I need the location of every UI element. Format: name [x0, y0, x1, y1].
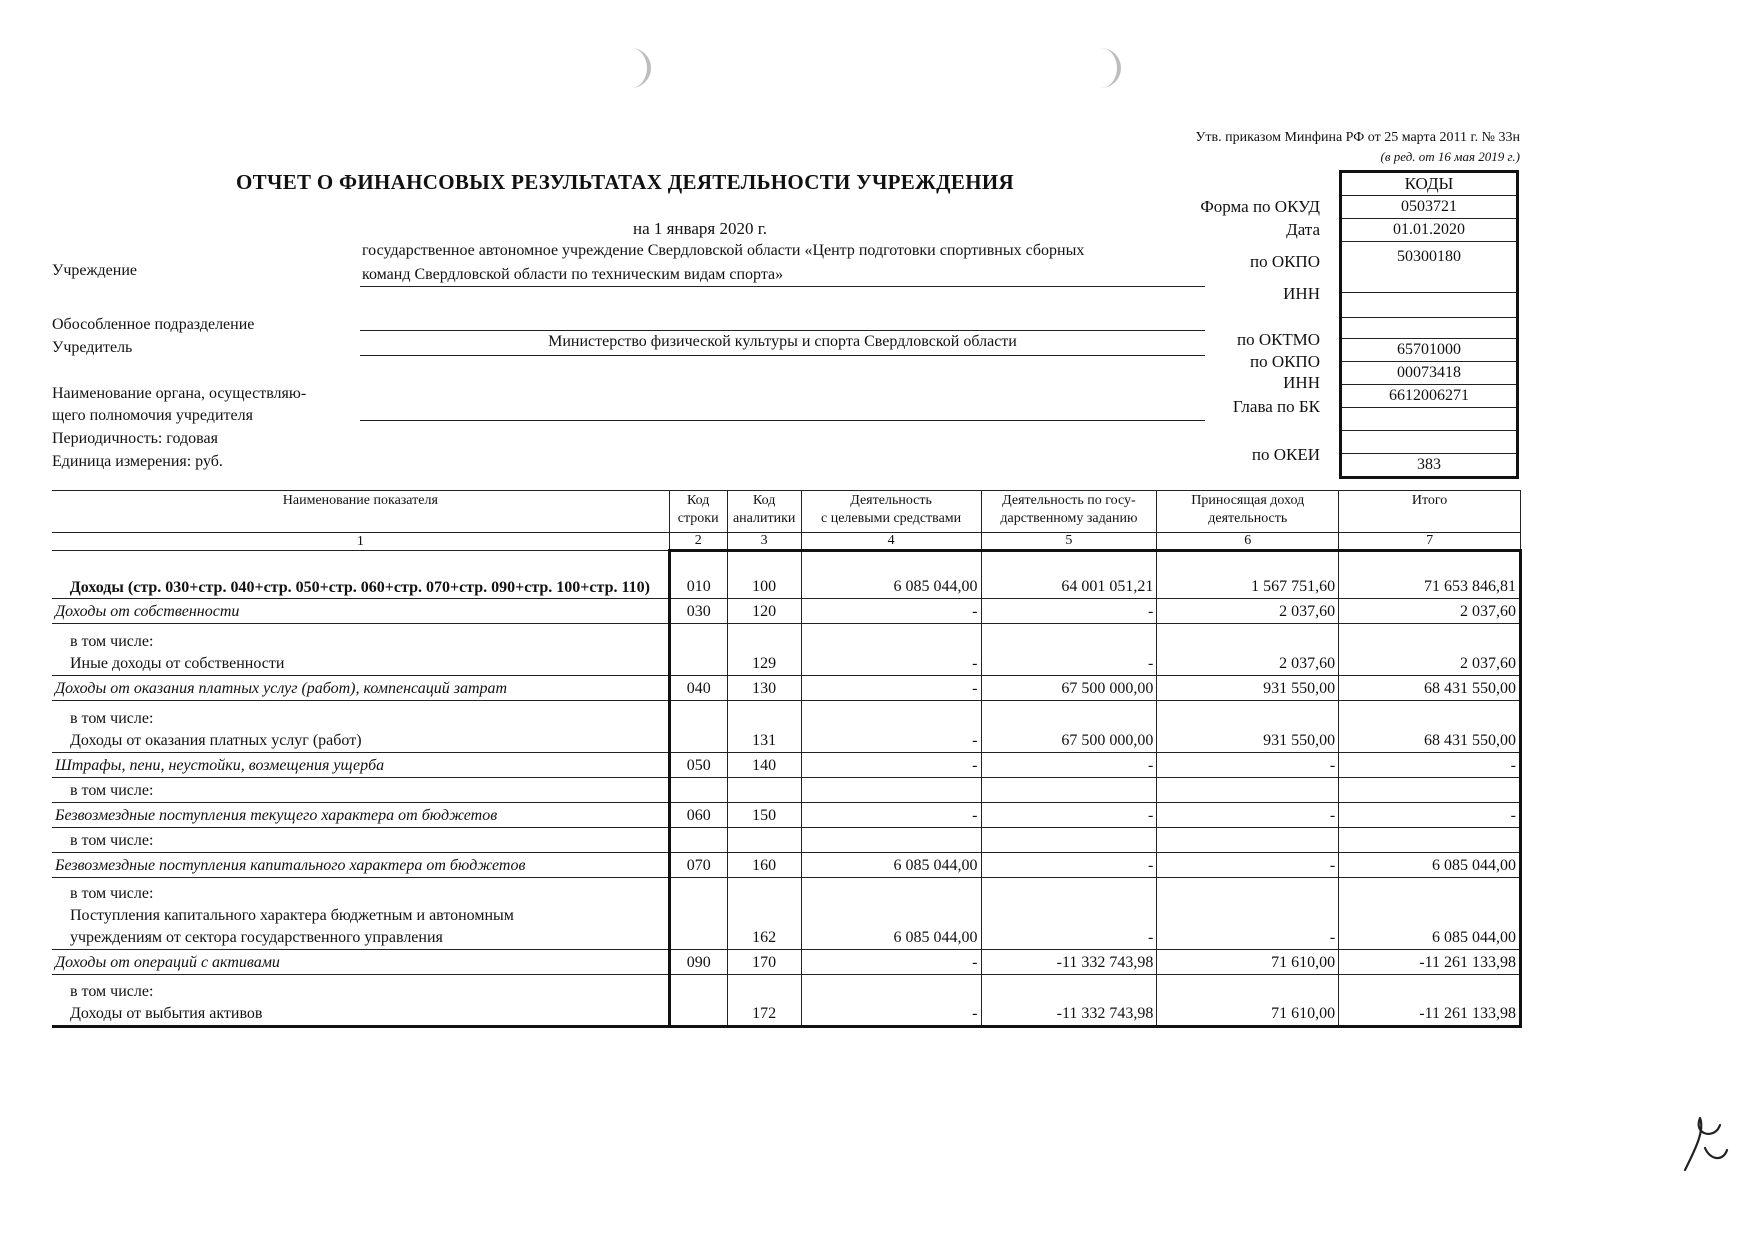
incl-label: в том числе: — [70, 983, 154, 1000]
row-030a-c6: 2 037,60 — [1157, 624, 1339, 676]
handwritten-signature — [1675, 1110, 1735, 1180]
row-090a-c7: -11 261 133,98 — [1339, 975, 1521, 1027]
colnum-4: 4 — [801, 533, 981, 551]
row-050-c4: - — [801, 753, 981, 778]
row-040a-c6: 931 550,00 — [1157, 701, 1339, 753]
periodicity-label: Периодичность: годовая — [52, 430, 218, 447]
code-label-okpo: по ОКПО — [1249, 252, 1320, 271]
row-030a-c5: - — [981, 624, 1157, 676]
colnum-7: 7 — [1339, 533, 1521, 551]
col-header-code-an — [727, 491, 801, 533]
row-090a-c5: -11 332 743,98 — [981, 975, 1157, 1027]
unit-label: Единица измерения: руб. — [52, 453, 223, 470]
table-header-row — [52, 491, 1521, 533]
code-okei: 383 — [1417, 456, 1441, 473]
row-050-incl-c5 — [981, 778, 1157, 803]
row-010-c5: 64 001 051,21 — [981, 551, 1157, 599]
table-row — [52, 676, 1521, 701]
col-header-income — [1157, 491, 1339, 533]
row-070-c4: 6 085 044,00 — [801, 853, 981, 878]
col-header-target-2: с целевыми средствами — [820, 511, 962, 526]
row-060-incl: в том числе: — [52, 828, 669, 853]
row-090-name: Доходы от операций с активами — [52, 950, 669, 975]
founder-underline — [360, 355, 1205, 356]
code-label-oktmo: по ОКТМО — [1236, 330, 1320, 349]
row-060-c7: - — [1339, 803, 1521, 828]
codes-header: КОДЫ — [1342, 173, 1516, 196]
institution-underline — [360, 286, 1205, 287]
row-030-code: 030 — [669, 599, 727, 624]
table-row — [52, 828, 1521, 853]
code-okpo: 50300180 — [1342, 242, 1516, 293]
col-header-target-1: Деятельность — [850, 493, 932, 508]
table-row — [52, 701, 1521, 753]
authority-label-line-1: Наименование органа, осуществляю- — [52, 385, 307, 402]
row-030a-c4: - — [801, 624, 981, 676]
col-header-code-an-2: аналитики — [732, 511, 796, 526]
row-010-c7: 71 653 846,81 — [1339, 551, 1521, 599]
founder-label: Учредитель — [52, 339, 133, 356]
row-060-incl-c4 — [801, 828, 981, 853]
row-040-an: 130 — [727, 676, 801, 701]
row-090a-label: Доходы от выбытия активов — [70, 1005, 263, 1022]
row-090a-an: 172 — [727, 975, 801, 1027]
col-header-code-row-1: Код — [687, 493, 710, 508]
code-label-glava-bk: Глава по БК — [1232, 397, 1320, 416]
code-label-okpo-founder: по ОКПО — [1249, 352, 1320, 371]
row-070-c6: - — [1157, 853, 1339, 878]
row-030-c7: 2 037,60 — [1339, 599, 1521, 624]
row-070a-label-1: Поступления капитального характера бюджетным и автономным — [70, 907, 514, 924]
table-row — [52, 950, 1521, 975]
col-header-code-row-2: строки — [677, 511, 719, 526]
table-row — [52, 551, 1521, 599]
row-040a-c7: 68 431 550,00 — [1339, 701, 1521, 753]
code-label-okei: по ОКЕИ — [1251, 445, 1320, 464]
colnum-6: 6 — [1157, 533, 1339, 551]
row-030-c4: - — [801, 599, 981, 624]
authority-label — [52, 384, 306, 426]
row-050-code: 050 — [669, 753, 727, 778]
row-030a-name — [52, 624, 669, 676]
row-090-c7: -11 261 133,98 — [1339, 950, 1521, 975]
row-040a-c5: 67 500 000,00 — [981, 701, 1157, 753]
code-okpo-founder: 00073418 — [1342, 362, 1516, 385]
row-060-code: 060 — [669, 803, 727, 828]
row-070a-code — [669, 878, 727, 950]
code-inn — [1342, 293, 1516, 318]
incl-label: в том числе: — [70, 710, 154, 727]
row-040-c4: - — [801, 676, 981, 701]
incl-label: в том числе: — [70, 885, 154, 902]
authority-label-line-2: щего полномочия учредителя — [52, 407, 253, 424]
institution-name-line-1: государственное автономное учреждение Свердловской области «Центр подготовки спортивных сборных — [362, 242, 1085, 259]
col-header-state-2: дарственному заданию — [1000, 511, 1138, 526]
row-010-c6: 1 567 751,60 — [1157, 551, 1339, 599]
row-090-an: 170 — [727, 950, 801, 975]
approval-edition: (в ред. от 16 мая 2019 г.) — [1380, 149, 1520, 164]
approval-line: Утв. приказом Минфина РФ от 25 марта 2011 г. № 33н — [1195, 130, 1520, 145]
row-060-c6: - — [1157, 803, 1339, 828]
institution-label: Учреждение — [52, 262, 137, 279]
row-050-incl-c7 — [1339, 778, 1521, 803]
row-060-incl-code — [669, 828, 727, 853]
row-070a-c7: 6 085 044,00 — [1339, 878, 1521, 950]
col-header-state-1: Деятельность по госу- — [1002, 493, 1136, 508]
row-040a-c4: - — [801, 701, 981, 753]
row-050-c5: - — [981, 753, 1157, 778]
row-060-incl-c5 — [981, 828, 1157, 853]
row-030-name: Доходы от собственности — [52, 599, 669, 624]
row-030-c5: - — [981, 599, 1157, 624]
code-empty-2 — [1342, 431, 1516, 454]
row-050-incl-code — [669, 778, 727, 803]
row-090-code: 090 — [669, 950, 727, 975]
row-040-name: Доходы от оказания платных услуг (работ), компенсаций затрат — [52, 676, 669, 701]
row-040a-label: Доходы от оказания платных услуг (работ) — [70, 732, 362, 749]
table-row — [52, 975, 1521, 1027]
code-inn-founder: 6612006271 — [1342, 385, 1516, 408]
row-050-incl-c6 — [1157, 778, 1339, 803]
row-070-an: 160 — [727, 853, 801, 878]
code-oktmo: 65701000 — [1342, 339, 1516, 362]
row-060-c5: - — [981, 803, 1157, 828]
punch-hole-left — [625, 48, 651, 88]
col-header-code-row — [669, 491, 727, 533]
row-070a-c6: - — [1157, 878, 1339, 950]
table-row — [52, 624, 1521, 676]
col-header-total: Итого — [1339, 491, 1521, 533]
table-row — [52, 599, 1521, 624]
row-060-c4: - — [801, 803, 981, 828]
colnum-1: 1 — [52, 533, 669, 551]
row-030-an: 120 — [727, 599, 801, 624]
approval-note — [1020, 128, 1520, 166]
colnum-3: 3 — [727, 533, 801, 551]
col-header-name: Наименование показателя — [52, 491, 669, 533]
row-050-name: Штрафы, пени, неустойки, возмещения ущерба — [52, 753, 669, 778]
row-090-c4: - — [801, 950, 981, 975]
code-label-inn: ИНН — [1283, 284, 1320, 303]
row-040a-an: 131 — [727, 701, 801, 753]
incl-label: в том числе: — [70, 633, 154, 650]
row-070-c7: 6 085 044,00 — [1339, 853, 1521, 878]
row-040-code: 040 — [669, 676, 727, 701]
row-070a-label-2: учреждениям от сектора государственного управления — [70, 929, 443, 946]
report-date-line: на 1 января 2020 г. — [632, 219, 768, 238]
row-070a-an: 162 — [727, 878, 801, 950]
row-030a-c7: 2 037,60 — [1339, 624, 1521, 676]
subdivision-label: Обособленное подразделение — [52, 316, 255, 333]
row-070-c5: - — [981, 853, 1157, 878]
table-row — [52, 853, 1521, 878]
row-090a-code — [669, 975, 727, 1027]
row-040a-code — [669, 701, 727, 753]
col-header-income-1: Приносящая доход — [1191, 493, 1305, 508]
code-glava-bk — [1342, 408, 1516, 431]
code-okud: 0503721 — [1342, 196, 1516, 219]
page-title: ОТЧЕТ О ФИНАНСОВЫХ РЕЗУЛЬТАТАХ ДЕЯТЕЛЬНОСТИ УЧРЕЖДЕНИЯ — [236, 170, 1014, 194]
table-row — [52, 803, 1521, 828]
code-empty-1 — [1342, 318, 1516, 339]
code-label-okud: Форма по ОКУД — [1200, 197, 1320, 216]
row-090a-c4: - — [801, 975, 981, 1027]
row-070a-c5: - — [981, 878, 1157, 950]
row-090-c6: 71 610,00 — [1157, 950, 1339, 975]
table-row — [52, 753, 1521, 778]
authority-underline — [360, 420, 1205, 421]
row-090a-name — [52, 975, 669, 1027]
row-090a-c6: 71 610,00 — [1157, 975, 1339, 1027]
row-050-c7: - — [1339, 753, 1521, 778]
founder-name: Министерство физической культуры и спорта Свердловской области — [548, 333, 1017, 350]
financial-results-table — [52, 490, 1522, 1028]
punch-hole-right — [1095, 48, 1121, 88]
row-040-c5: 67 500 000,00 — [981, 676, 1157, 701]
col-header-code-an-1: Код — [752, 493, 776, 508]
row-010-code: 010 — [669, 551, 727, 599]
row-050-c6: - — [1157, 753, 1339, 778]
col-header-income-2: деятельность — [1208, 511, 1288, 526]
subdivision-underline — [360, 330, 1205, 331]
row-030a-code — [669, 624, 727, 676]
code-label-date: Дата — [1286, 220, 1320, 239]
row-040-c7: 68 431 550,00 — [1339, 676, 1521, 701]
row-070-code: 070 — [669, 853, 727, 878]
row-030a-label: Иные доходы от собственности — [70, 655, 285, 672]
row-070a-c4: 6 085 044,00 — [801, 878, 981, 950]
row-040a-name — [52, 701, 669, 753]
row-050-incl: в том числе: — [52, 778, 669, 803]
row-060-name: Безвозмездные поступления текущего характера от бюджетов — [52, 803, 669, 828]
row-050-incl-c4 — [801, 778, 981, 803]
row-030-c6: 2 037,60 — [1157, 599, 1339, 624]
colnum-2: 2 — [669, 533, 727, 551]
row-060-incl-c7 — [1339, 828, 1521, 853]
row-010-an: 100 — [727, 551, 801, 599]
row-060-incl-an — [727, 828, 801, 853]
row-060-an: 150 — [727, 803, 801, 828]
institution-name-line-2: команд Свердловской области по техническим видам спорта» — [362, 266, 784, 283]
code-label-inn-founder: ИНН — [1283, 373, 1320, 392]
row-040-c6: 931 550,00 — [1157, 676, 1339, 701]
row-010-name: Доходы (стр. 030+стр. 040+стр. 050+стр. 060+стр. 070+стр. 090+стр. 100+стр. 110) — [52, 551, 669, 599]
code-date: 01.01.2020 — [1342, 219, 1516, 242]
row-050-incl-an — [727, 778, 801, 803]
col-header-state — [981, 491, 1157, 533]
colnum-5: 5 — [981, 533, 1157, 551]
row-010-c4: 6 085 044,00 — [801, 551, 981, 599]
col-header-target — [801, 491, 981, 533]
column-numbers-row — [52, 533, 1521, 551]
table-row — [52, 878, 1521, 950]
row-070a-name — [52, 878, 669, 950]
row-090-c5: -11 332 743,98 — [981, 950, 1157, 975]
codes-box — [1339, 170, 1519, 479]
row-030a-an: 129 — [727, 624, 801, 676]
row-070-name: Безвозмездные поступления капитального характера от бюджетов — [52, 853, 669, 878]
row-060-incl-c6 — [1157, 828, 1339, 853]
table-row — [52, 778, 1521, 803]
row-050-an: 140 — [727, 753, 801, 778]
